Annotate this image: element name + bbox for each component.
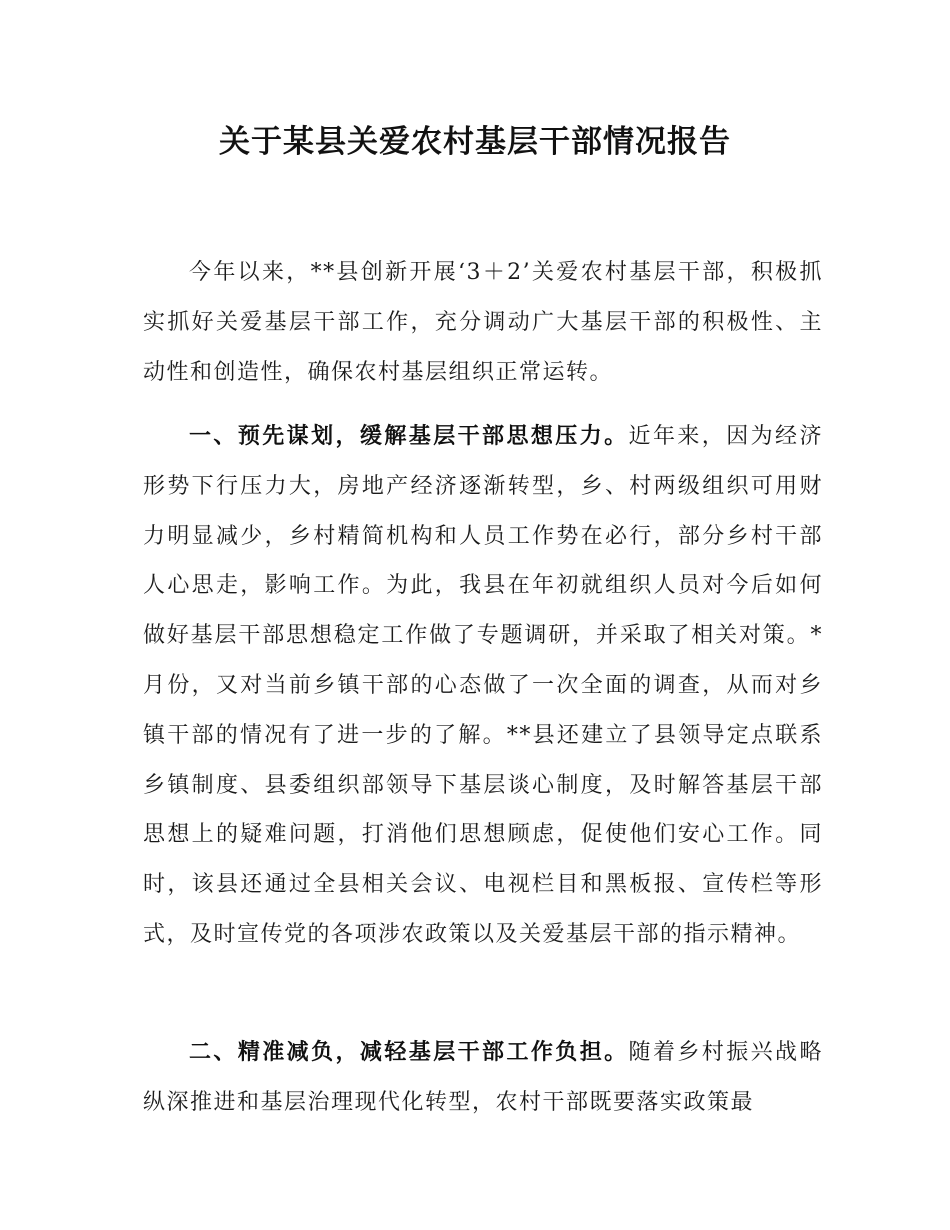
paragraph-section-2 xyxy=(143,1028,823,1128)
paragraph-intro-text: 今年以来，**县创新开展‘3＋2’关爱农村基层干部，积极抓实抓好关爱基层干部工作，充分调动广大基层干部的积极性、主动性和创造性，确保农村基层组织正常运转。 xyxy=(143,260,823,385)
section-2-text: 随着乡村振兴战略纵深推进和基层治理现代化转型，农村干部既要落实政策最 xyxy=(143,1040,823,1115)
section-1-text: 近年来，因为经济形势下行压力大，房地产经济逐渐转型，乡、村两级组织可用财力明显减少，乡村精简机构和人员工作势在必行，部分乡村干部人心思走，影响工作。为此，我县在年初就组织人员对今后如何做好基层干部思想稳定工作做了专题调研，并采取了相关对策。*月份，又对当前乡镇干部的心态做了一次全面的调查，从而对乡镇干部的情况有了进一步的了解。**县还建立了县领导定点联系乡镇制度、县委组织部领导下基层谈心制度，及时解答基层干部思想上的疑难问题，打消他们思想顾虑，促使他们安心工作。同时，该县还通过全县相关会议、电视栏目和黑板报、宣传栏等形式，及时宣传党的各项涉农政策以及关爱基层干部的指示精神。 xyxy=(143,424,823,947)
paragraph-section-1 xyxy=(143,412,823,960)
paragraph-intro xyxy=(143,248,823,397)
section-1-heading: 一、预先谋划，缓解基层干部思想压力。 xyxy=(189,424,629,449)
section-2-heading: 二、精准减负，减轻基层干部工作负担。 xyxy=(189,1040,629,1065)
document-title: 关于某县关爱农村基层干部情况报告 xyxy=(219,124,731,160)
